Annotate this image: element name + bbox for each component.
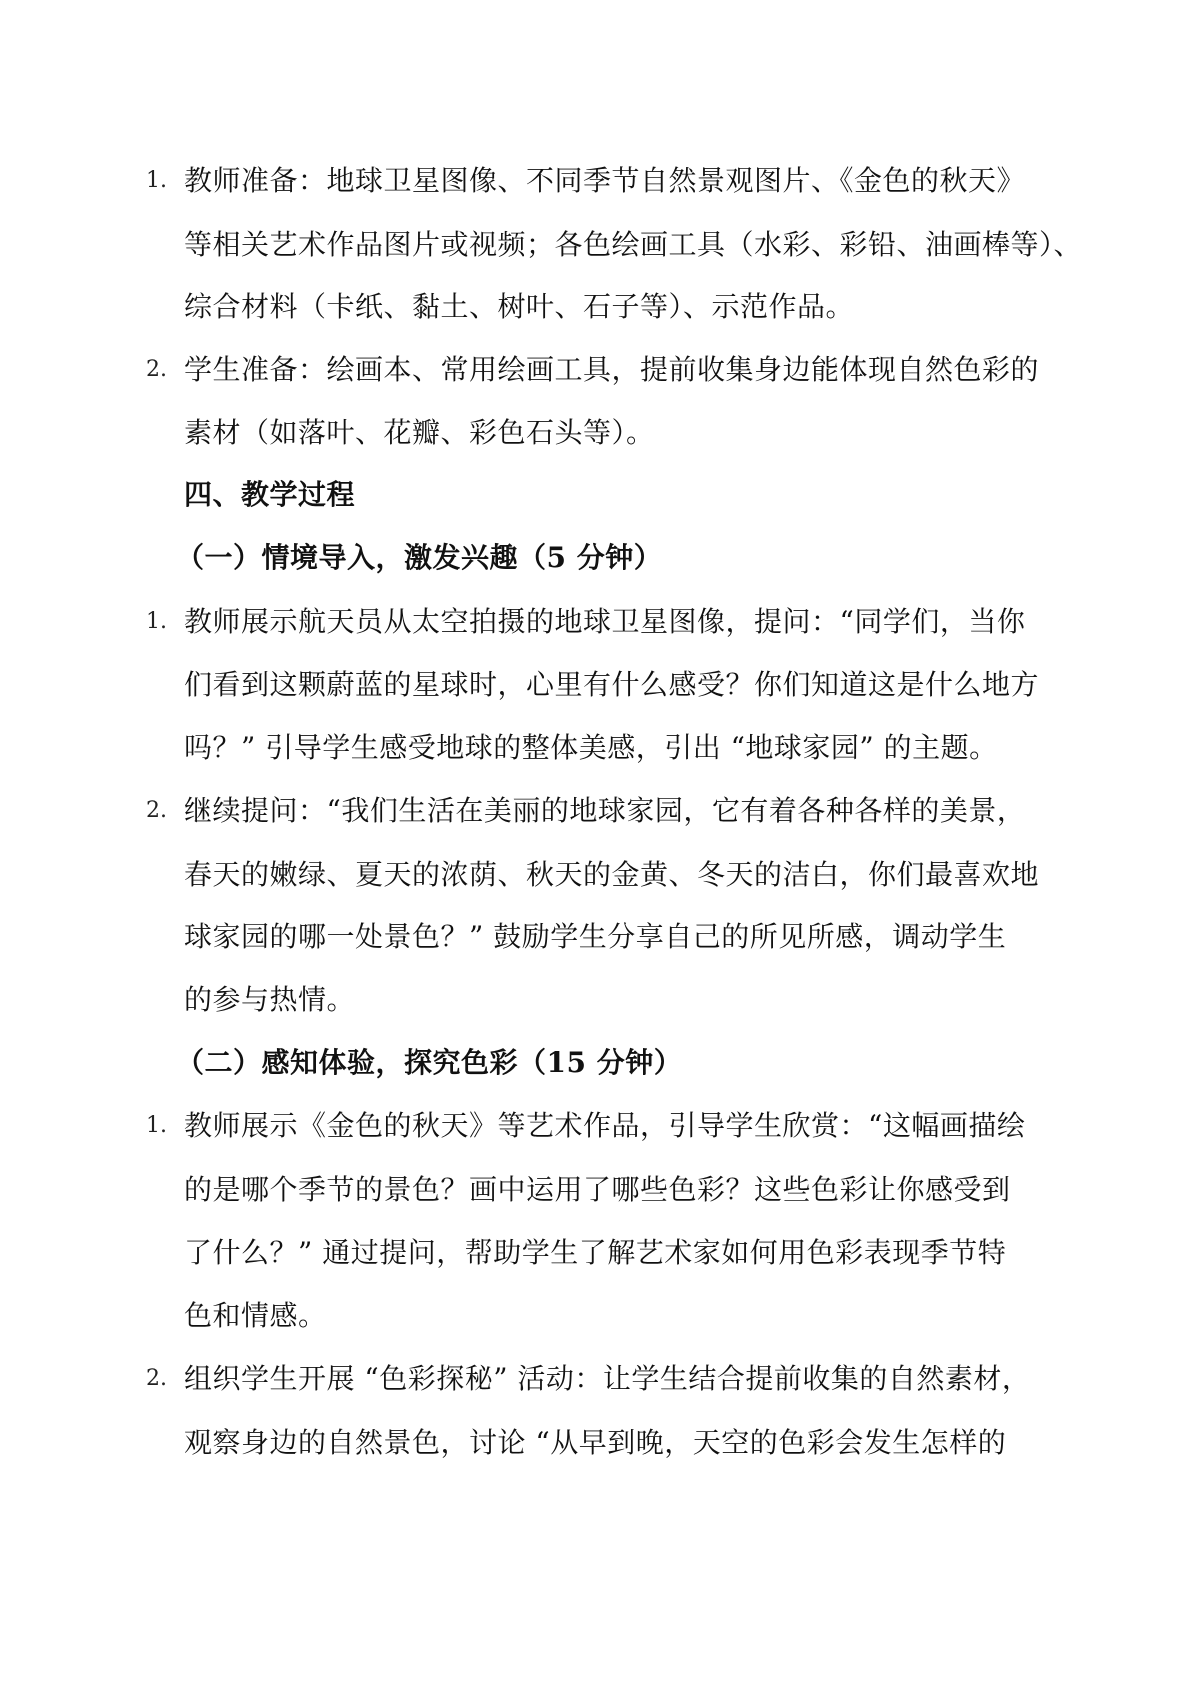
paragraph-line: 教师准备：地球卫星图像、不同季节自然景观图片、《金色的秋天》 <box>184 164 1026 197</box>
list-number: 1. <box>146 168 167 193</box>
section-heading: 四、教学过程 <box>184 478 356 511</box>
paragraph-line: 素材（如落叶、花瓣、彩色石头等）。 <box>184 416 655 449</box>
list-number: 2. <box>146 798 167 823</box>
paragraph-line: 春天的嫩绿、夏天的浓荫、秋天的金黄、冬天的洁白，你们最喜欢地 <box>184 858 1040 891</box>
paragraph-line: 教师展示《金色的秋天》等艺术作品，引导学生欣赏：“这幅画描绘 <box>184 1109 1026 1142</box>
paragraph-line: 继续提问：“我们生活在美丽的地球家园，它有着各种各样的美景， <box>184 794 1026 827</box>
paragraph-line: 学生准备：绘画本、常用绘画工具，提前收集身边能体现自然色彩的 <box>184 353 1040 386</box>
paragraph-line: 等相关艺术作品图片或视频；各色绘画工具（水彩、彩铅、油画棒等）、 <box>184 228 1083 261</box>
paragraph-line: 们看到这颗蔚蓝的星球时，心里有什么感受？你们知道这是什么地方 <box>184 668 1040 701</box>
paragraph-line: 综合材料（卡纸、黏土、树叶、石子等）、示范作品。 <box>184 290 855 323</box>
paragraph-line: 吗？” 引导学生感受地球的整体美感，引出 “地球家园” 的主题。 <box>184 731 998 764</box>
paragraph-line: 观察身边的自然景色，讨论 “从早到晚，天空的色彩会发生怎样的 <box>184 1426 1007 1459</box>
list-number: 2. <box>146 357 167 382</box>
paragraph-line: 了什么？” 通过提问，帮助学生了解艺术家如何用色彩表现季节特 <box>184 1236 1007 1269</box>
subsection-heading: （二）感知体验，探究色彩（15 分钟） <box>176 1046 683 1079</box>
paragraph-line: 教师展示航天员从太空拍摄的地球卫星图像，提问：“同学们，当你 <box>184 605 1026 638</box>
list-number: 2. <box>146 1366 167 1391</box>
paragraph-line: 的参与热情。 <box>184 983 356 1016</box>
paragraph-line: 的是哪个季节的景色？画中运用了哪些色彩？这些色彩让你感受到 <box>184 1173 1011 1206</box>
paragraph-line: 组织学生开展 “色彩探秘” 活动：让学生结合提前收集的自然素材， <box>184 1362 1031 1395</box>
paragraph-line: 色和情感。 <box>184 1299 327 1332</box>
list-number: 1. <box>146 1113 167 1138</box>
subsection-heading: （一）情境导入，激发兴趣（5 分钟） <box>176 541 663 574</box>
list-number: 1. <box>146 609 167 634</box>
paragraph-line: 球家园的哪一处景色？” 鼓励学生分享自己的所见所感，调动学生 <box>184 920 1007 953</box>
